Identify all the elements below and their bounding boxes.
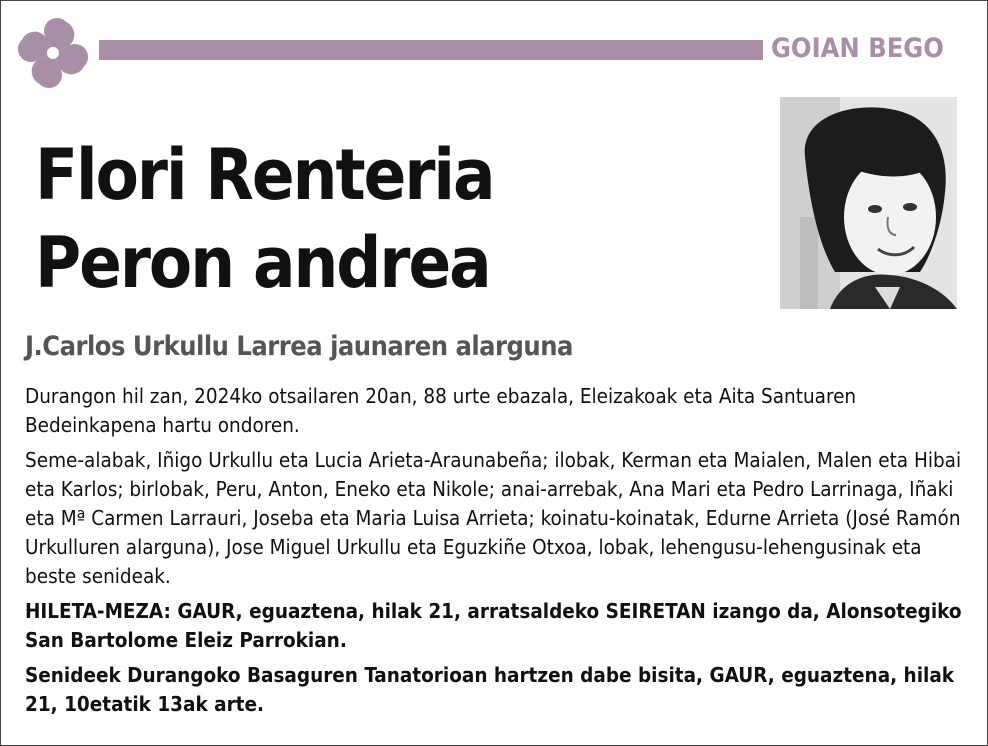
paragraph-visit: Senideek Durangoko Basaguren Tanatorioan hartzen dabe bisita, GAUR, eguaztena, hilak 21, 10etatik 13ak arte. [25, 663, 955, 716]
paragraph-death: Durangon hil zan, 2024ko otsailaren 20an, 88 urte ebazala, Eleizakoak eta Aita Santuaren Bedeinkapena hartu ondoren. [25, 384, 857, 437]
subtitle: J.Carlos Urkullu Larrea jaunaren alarguna [25, 331, 573, 362]
deceased-name [35, 131, 493, 307]
header-bar [99, 40, 763, 60]
portrait-image [780, 97, 957, 309]
section-label: GOIAN BEGO [771, 33, 944, 64]
name-line-2: Peron andrea [35, 222, 490, 304]
lauburu-icon [11, 11, 95, 95]
name-line-1: Flori Renteria [35, 134, 494, 216]
paragraph-funeral: HILETA-MEZA: GAUR, eguaztena, hilak 21, arratsaldeko SEIRETAN izango da, Alonsotegiko San Bartolome Eleiz Parrokian. [25, 599, 962, 652]
obituary-body [25, 382, 965, 725]
paragraph-relatives: Seme-alabak, Iñigo Urkullu eta Lucia Arieta-Araunabeña; ilobak, Kerman eta Maialen, Malen eta Hibai eta Karlos; birlobak, Peru, Anton, Eneko eta Nikole; anai-arrebak, Ana Mari eta Pedro Larrinaga, Iñaki eta Mª Carmen Larrauri, Joseba eta Maria Luisa Arrieta; koinatu-koinatak, Edurne Arrieta (José Ramón Urkulluren alarguna), Jose Miguel Urkullu eta Eguzkiñe Otxoa, lobak, lehengusu-lehengusinak eta beste senideak. [25, 448, 962, 588]
portrait-photo [780, 97, 957, 309]
